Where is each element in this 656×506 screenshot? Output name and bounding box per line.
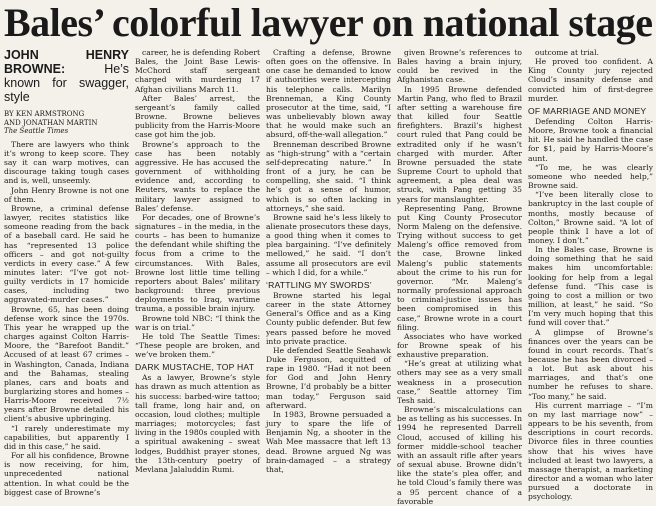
paragraph: He told The Seattle Times: “These people are broken, and we’ve broken them.”: [135, 331, 260, 360]
paragraph: Crafting a defense, Browne often goes on the offensive. In one case he demanded to know if authorities were intercepting his telephone calls. Marilyn Brenneman, a King County prosecutor at the time, said, “I was unbelievably blown away that he would make such an absurd, off-the-wall allegation.”: [266, 48, 391, 140]
paragraph: “I rarely underestimate my capabilities, but apparently I did in this case,” he said.: [4, 423, 129, 451]
paragraph: “He’s great at utilizing what others may see as a very small weakness in a prosecution case,” Seattle attorney Tim Tesh said.: [397, 359, 522, 405]
paragraph: Browne’s approach to the case has been notably aggressive. He has accused the government of withholding evidence and, according to Reuters, wants to replace the military lawyer assigned to Bales’ defense.: [135, 139, 260, 213]
article-columns: [4, 48, 653, 506]
subhead: ‘RATTLING MY SWORDS’: [266, 279, 372, 290]
paragraph: For all his confidence, Browne is now receiving, for him, unprecedented national attention. In what could be the biggest case of Browne’s: [4, 451, 129, 497]
byline-outlet: The Seattle Times: [4, 127, 69, 136]
paragraph: “I’ve been literally close to bankruptcy in the last couple of months, mostly because of Colton,” Browne said. “A lot of people think I have a lot of money. I don’t.”: [528, 190, 653, 245]
deck-lead: JOHN HENRY BROWNE:: [4, 48, 129, 76]
paragraph: As a lawyer, Browne’s style has drawn as much attention as his success: barbed-wire tattoo; tall frame, long hair and, on occasion, loud clothes; multiple marriages; motorcycles; fast living in the 1980s coupled with a spiritual awakening – sweat lodges, Buddhist prayer stones, the 13th-century poetry of Mevlana Jalaluddin Rumi.: [135, 373, 260, 474]
article-column-1: [4, 48, 129, 497]
paragraph: John Henry Browne is not one of them.: [4, 185, 129, 204]
article-column-4: [397, 48, 522, 506]
paragraph: He proved too confident. A King County jury rejected Cloud’s insanity defense and convicted him of first-degree murder.: [528, 57, 653, 103]
byline: [4, 110, 129, 136]
paragraph: career, he is defending Robert Bales, the Joint Base Lewis-McChord staff sergeant charged with murdering 17 Afghan civilians March 11.: [135, 48, 260, 94]
paragraph: Browne, 65, has been doing defense work since the 1970s. This year he wrapped up the charges against Colton Harris-Moore, the “Barefoot Bandit.” Accused of at least 67 crimes – in Washington, Canada, Indiana and the Bahamas, stealing planes, cars and boats and burglarizing stores and homes – Harris-Moore received 7½ years after Browne detailed his client’s abusive upbringing.: [4, 304, 129, 424]
subhead: DARK MUSTACHE, TOP HAT: [135, 362, 255, 373]
byline-authors-1: BY KEN ARMSTRONG: [4, 110, 85, 118]
paragraph: Browne’s miscalculations can be as telling as his successes. In 1994 he represented Darrell Cloud, accused of killing his former middle-school teacher with an assault rifle after years of sexual abuse. Browne didn’t like the state’s plea offer, and he told Cloud’s family there was a 95 percent chance of a favorable: [397, 405, 522, 506]
paragraph: Browne told NBC: “I think the war is on trial.”: [135, 313, 260, 332]
paragraph: After Bales’ arrest, the sergeant’s family called Browne. Browne believes publicity from the Harris-Moore case got him the job.: [135, 93, 260, 140]
paragraph: outcome at trial.: [535, 48, 599, 57]
paragraph: A glimpse of Browne’s finances over the years can be found in court records. That’s because he has been divorced – a lot. But ask about his marriages, and that’s one number he refuses to share. “Too many,” he said.: [528, 327, 653, 401]
paragraph: He defended Seattle Seahawk Duke Ferguson, acquitted of rape in 1980. “Had it not been for God and John Henry Browne, I’d probably be a bitter man today,” Ferguson said afterward.: [266, 345, 391, 410]
paragraph: Representing Pang, Browne put King County Prosecutor Norm Maleng on the defensive. Trying without success to get Maleng’s office removed from the case, Browne linked Maleng’s public statements about the crime to his run for governor. “Mr. Maleng’s normally professional approach to criminal-justice issues has been compromised in this case,” Browne wrote in a court filing.: [397, 203, 522, 332]
paragraph: In the Bales case, Browne is doing something that he said makes him uncomfortable: looking for help from a legal defense fund. “This case is going to cost a million or two million, at least,” he said. “So I’m very much hoping that this fund will cover that.”: [528, 245, 653, 328]
subhead: OF MARRIAGE AND MONEY: [528, 105, 647, 116]
article-column-3: [266, 48, 391, 474]
paragraph: “To me, he was clearly someone who needed help,” Browne said.: [528, 162, 653, 191]
paragraph: In 1983, Browne persuaded a jury to spare the life of Benjamin Ng, a shooter in the Wah Mee massacre that left 13 dead. Browne argued Ng was brain-damaged – a strategy that,: [266, 409, 391, 474]
headline: Bales’ colorful lawyer on national stage: [4, 0, 653, 45]
paragraph: Browne, a criminal defense lawyer, recites statistics like someone reading from the back of a baseball card. He said he has “represented 13 police officers – and got not-guilty verdicts in every case.” A few minutes later: “I’ve got not-guilty verdicts in 17 homicide cases, including two aggravated-murder cases.”: [4, 203, 129, 305]
deck: [4, 48, 129, 104]
paragraph: Browne said he’s less likely to alienate prosecutors these days, a good thing when it comes to plea bargaining. “I’ve definitely mellowed,” he said. “I don’t assume all prosecutors are evil – which I did, for a while.”: [266, 212, 391, 277]
paragraph: For decades, one of Browne’s signatures – in the media, in the courts – has been to humanize the defendant while shifting the focus from a crime to the circumstances. With Bales, Browne lost little time telling reporters about Bales’ military background: three previous deployments to Iraq, wartime trauma, a possible brain injury.: [135, 212, 260, 314]
paragraph: In 1995 Browne defended Martin Pang, who fled to Brazil after setting a warehouse fire that killed four Seattle firefighters. Brazil’s highest court ruled that Pang could be extradited only if he wasn’t charged with murder. After Browne persuaded the state Supreme Court to uphold that agreement, a plea deal was struck, with Pang getting 35 years for manslaughter.: [397, 84, 522, 204]
paragraph: Defending Colton Harris-Moore, Browne took a financial hit. He said he handled the case for $1, paid by Harris-Moore’s aunt.: [528, 116, 653, 163]
article-column-5: [528, 48, 653, 502]
byline-authors-2: AND JONATHAN MARTIN: [4, 118, 98, 127]
paragraph: Brenneman described Browne as “high-strung” with a “certain self-deprecating nature.” In front of a jury, he can be compelling, she said. “I think he’s got a sense of humor, which is so often lacking in attorneys,” she said.: [266, 139, 391, 213]
deck-text: He’s known for swagger, style: [4, 62, 129, 104]
article-column-2: [135, 48, 260, 474]
paragraph: Browne started his legal career in the state Attorney General’s Office and as a King County public defender. But few years passed before he moved into private practice.: [266, 290, 391, 346]
paragraph: Associates who have worked for Browne speak of his exhaustive preparation.: [397, 331, 522, 360]
paragraph: given Browne’s references to Bales having a brain injury, could be revived in the Afghanistan case.: [397, 48, 522, 85]
paragraph: There are lawyers who think it’s wrong to keep score. They say it can warp motives, can discourage taking tough cases and is, well, unseemly.: [4, 139, 129, 186]
paragraph: His current marriage – “I’m on my last marriage now” – appears to be his seventh, from descriptions in court records. Divorce files in three counties show that his wives have included at least two lawyers, a massage therapist, a marketing director and a woman who later pursued a doctorate in psychology.: [528, 400, 653, 502]
